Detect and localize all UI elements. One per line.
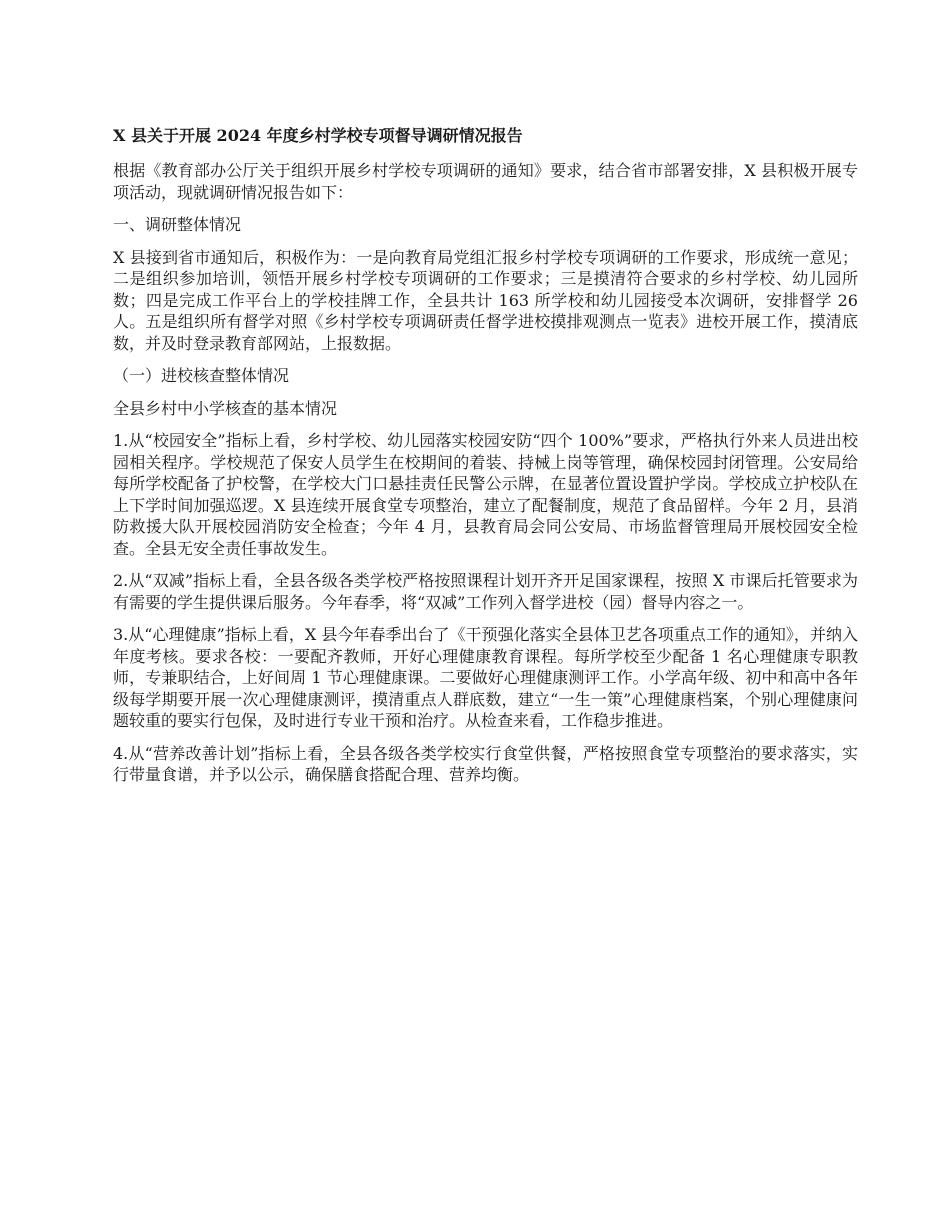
subsection-heading-school-check: （一）进校核查整体情况 (113, 366, 290, 385)
school-check-intro: 全县乡村中小学核查的基本情况 (113, 398, 338, 418)
document-title: X 县关于开展 2024 年度乡村学校专项督导调研情况报告 (113, 126, 523, 145)
item-double-reduction: 2.从“双减”指标上看，全县各级各类学校严格按照课程计划开齐开足国家课程，按照 X 市课后托管要求为有需要的学生提供课后服务。今年春季，将“双减”工作列入督学进校（园）督导内容之一。 (113, 571, 858, 612)
overview-paragraph: X 县接到省市通知后，积极作为：一是向教育局党组汇报乡村学校专项调研的工作要求，形成统一意见；二是组织参加培训，领悟开展乡村学校专项调研的工作要求；三是摸清符合要求的乡村学校、幼儿园所数；四是完成工作平台上的学校挂牌工作，全县共计 163 所学校和幼儿园接受本次调研，安排督学 26 人。五是组织所有督学对照《乡村学校专项调研责任督学进校摸排观测点一览表》进校开展工作，摸清底数，并及时登录教育部网站，上报数据。 (113, 247, 858, 353)
document-page (113, 124, 858, 797)
section-heading-overview: 一、调研整体情况 (113, 215, 242, 234)
item-nutrition-plan: 4.从“营养改善计划”指标上看，全县各级各类学校实行食堂供餐，严格按照食堂专项整治的要求落实，实行带量食谱，并予以公示，确保膳食搭配合理、营养均衡。 (113, 743, 858, 784)
item-mental-health: 3.从“心理健康”指标上看，X 县今年春季出台了《干预强化落实全县体卫艺各项重点工作的通知》，并纳入年度考核。要求各校：一要配齐教师，开好心理健康教育课程。每所学校至少配备 1 名心理健康专职教师，专兼职结合，上好间周 1 节心理健康课。二要做好心理健康测评工作。小学高年级、初中和高中各年级每学期要开展一次心理健康测评，摸清重点人群底数，建立“一生一策”心理健康档案，个别心理健康问题较重的要实行包保，及时进行专业干预和治疗。从检查来看，工作稳步推进。 (113, 625, 858, 730)
intro-paragraph: 根据《教育部办公厅关于组织开展乡村学校专项调研的通知》要求，结合省市部署安排，X 县积极开展专项活动，现就调研情况报告如下： (113, 161, 858, 202)
item-campus-safety: 1.从“校园安全”指标上看，乡村学校、幼儿园落实校园安防“四个 100%”要求，严格执行外来人员进出校园相关程序。学校规范了保安人员学生在校期间的着装、持械上岗等管理，确保校园封闭管理。公安局给每所学校配备了护校警，在学校大门口悬挂责任民警公示牌，在显著位置设置护学岗。学校成立护校队在上下学时间加强巡逻。X 县连续开展食堂专项整治，建立了配餐制度，规范了食品留样。今年 2 月，县消防救援大队开展校园消防安全检查；今年 4 月，县教育局会同公安局、市场监督管理局开展校园安全检查。全县无安全责任事故发生。 (113, 431, 858, 558)
